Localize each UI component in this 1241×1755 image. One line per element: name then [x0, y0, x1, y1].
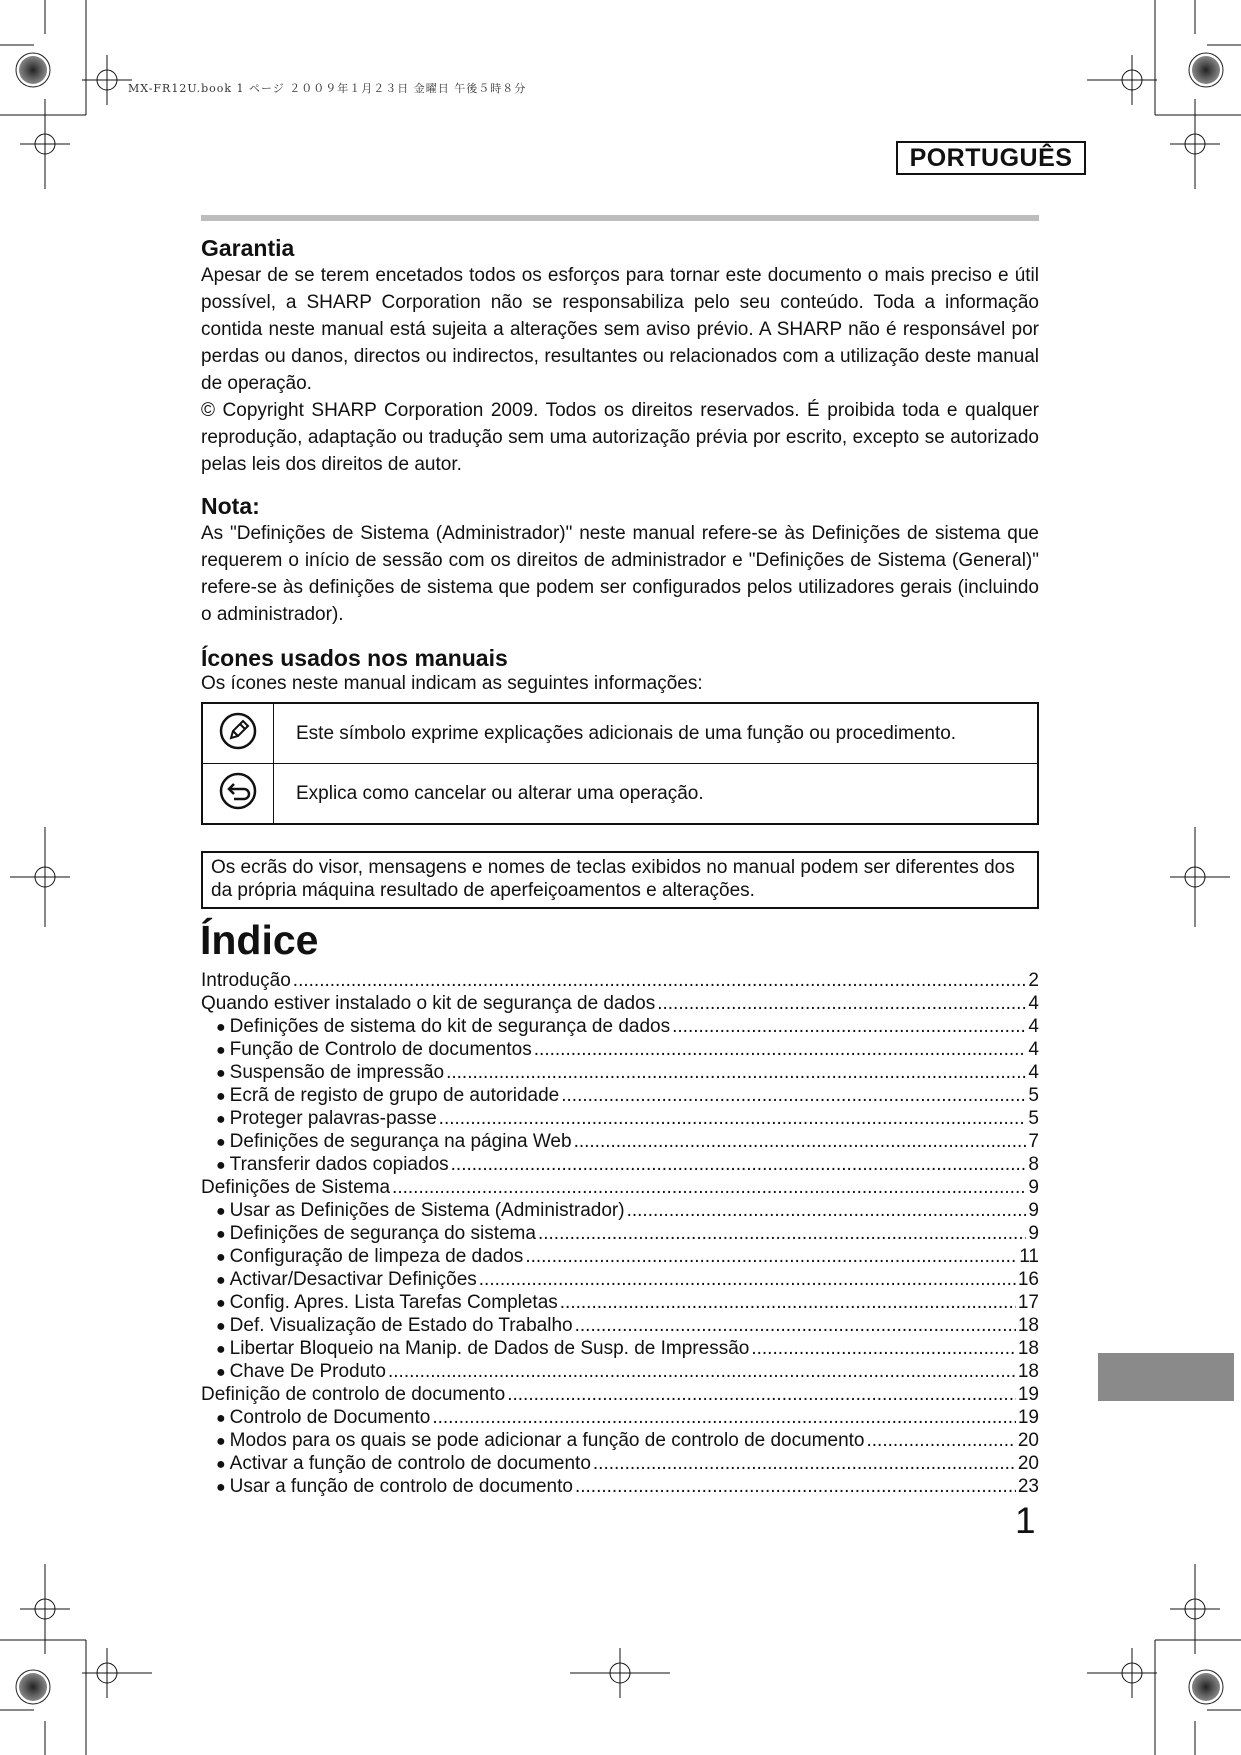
toc-entry-label: Usar a função de controlo de documento	[229, 1476, 573, 1497]
toc-entry-page: 20	[1017, 1453, 1039, 1474]
bullet-icon: ●	[216, 1341, 226, 1358]
toc-entry-page: 4	[1028, 993, 1039, 1014]
toc-entry[interactable]	[201, 1245, 1039, 1268]
toc-leader-dots	[507, 1383, 1016, 1406]
note-paragraph: As "Definições de Sistema (Administrador)" neste manual refere-se às Definições de sistema que requerem o início de sessão com os direitos de administrador e "Definições de Sistema (General)" refere-se às definições de sistema que podem ser configurados pelos utilizadores gerais (incluindo o administrador).	[201, 523, 1039, 625]
toc-entry-page: 19	[1017, 1407, 1039, 1428]
toc-entry[interactable]	[201, 1061, 1039, 1084]
toc-entry[interactable]	[201, 1314, 1039, 1337]
toc-leader-dots	[561, 1084, 1026, 1107]
toc-entry[interactable]	[201, 1153, 1039, 1176]
toc-entry[interactable]	[201, 1452, 1039, 1475]
bullet-icon: ●	[216, 1042, 226, 1059]
icons-table-row	[202, 764, 1038, 825]
toc-leader-dots	[293, 969, 1027, 992]
toc-leader-dots	[866, 1429, 1015, 1452]
toc-leader-dots	[575, 1314, 1016, 1337]
toc-leader-dots	[451, 1153, 1027, 1176]
toc-entry-label: Def. Visualização de Estado do Trabalho	[229, 1315, 573, 1336]
pencil-note-icon	[218, 711, 258, 751]
toc-entry-page: 9	[1028, 1223, 1039, 1244]
icon-description: Este símbolo exprime explicações adicionais de uma função ou procedimento.	[274, 703, 1039, 764]
bullet-icon: ●	[216, 1226, 226, 1243]
toc-leader-dots	[439, 1107, 1027, 1130]
bullet-icon: ●	[216, 1295, 226, 1312]
toc-entry-label: Usar as Definições de Sistema (Administrador)	[229, 1200, 625, 1221]
toc-entry[interactable]	[201, 969, 1039, 992]
icons-section	[201, 644, 1039, 825]
icons-intro: Os ícones neste manual indicam as seguintes informações:	[201, 673, 703, 694]
toc-leader-dots	[388, 1360, 1016, 1383]
toc-entry-label: Controlo de Documento	[229, 1407, 431, 1428]
toc-leader-dots	[479, 1268, 1016, 1291]
toc-entry[interactable]	[201, 1107, 1039, 1130]
toc-entry[interactable]	[201, 1222, 1039, 1245]
toc-entry-label: Ecrã de registo de grupo de autoridade	[229, 1085, 560, 1106]
chapter-tab	[1098, 1353, 1234, 1401]
toc-entry[interactable]	[201, 1383, 1039, 1406]
toc-entry[interactable]	[201, 1268, 1039, 1291]
toc-title: Índice	[200, 917, 319, 963]
bullet-icon: ●	[216, 1088, 226, 1105]
toc-entry-page: 11	[1019, 1246, 1039, 1267]
toc-entry-page: 23	[1017, 1476, 1039, 1497]
undo-arrow-icon	[218, 771, 258, 811]
icon-cell	[202, 764, 274, 825]
toc-entry-label: Modos para os quais se pode adicionar a função de controlo de documento	[229, 1430, 865, 1451]
toc-entry-page: 18	[1017, 1338, 1039, 1359]
toc-leader-dots	[560, 1291, 1016, 1314]
toc-entry[interactable]	[201, 1475, 1039, 1498]
toc-leader-dots	[446, 1061, 1026, 1084]
toc-leader-dots	[538, 1222, 1026, 1245]
bullet-icon: ●	[216, 1364, 226, 1381]
toc-entry-label: Proteger palavras-passe	[229, 1108, 437, 1129]
bullet-icon: ●	[216, 1203, 226, 1220]
toc-entry-label: Definições de segurança na página Web	[229, 1131, 572, 1152]
toc-entry-page: 20	[1017, 1430, 1039, 1451]
toc-entry[interactable]	[201, 1337, 1039, 1360]
warranty-section	[201, 234, 1039, 478]
toc-entry[interactable]	[201, 992, 1039, 1015]
toc-entry-page: 2	[1028, 970, 1039, 991]
language-label: PORTUGUÊS	[896, 141, 1086, 175]
toc-entry-page: 16	[1017, 1269, 1039, 1290]
print-file-info: MX-FR12U.book 1 ページ ２００９年１月２３日 金曜日 午後５時８分	[128, 82, 527, 95]
bullet-icon: ●	[216, 1249, 226, 1266]
bullet-icon: ●	[216, 1065, 226, 1082]
toc-entry-page: 4	[1028, 1039, 1039, 1060]
bullet-icon: ●	[216, 1318, 226, 1335]
toc-entry-label: Activar/Desactivar Definições	[229, 1269, 477, 1290]
toc-entry[interactable]	[201, 1406, 1039, 1429]
toc-entry-page: 5	[1028, 1085, 1039, 1106]
toc-entry-label: Config. Apres. Lista Tarefas Completas	[229, 1292, 558, 1313]
bullet-icon: ●	[216, 1111, 226, 1128]
warranty-heading: Garantia	[201, 235, 295, 261]
toc-entry-page: 5	[1028, 1108, 1039, 1129]
toc-leader-dots	[751, 1337, 1016, 1360]
table-of-contents	[201, 969, 1039, 1498]
bullet-icon: ●	[216, 1479, 226, 1496]
toc-leader-dots	[575, 1475, 1016, 1498]
bullet-icon: ●	[216, 1456, 226, 1473]
icon-description: Explica como cancelar ou alterar uma operação.	[274, 764, 1039, 825]
toc-leader-dots	[627, 1199, 1027, 1222]
toc-entry-label: Definições de segurança do sistema	[229, 1223, 536, 1244]
toc-entry-page: 18	[1017, 1315, 1039, 1336]
toc-entry-label: Introdução	[201, 970, 291, 991]
toc-entry-label: Activar a função de controlo de documento	[229, 1453, 591, 1474]
toc-entry-label: Quando estiver instalado o kit de segurança de dados	[201, 993, 656, 1014]
toc-entry-page: 4	[1028, 1062, 1039, 1083]
toc-leader-dots	[432, 1406, 1016, 1429]
copyright-paragraph: © Copyright SHARP Corporation 2009. Todos os direitos reservados. É proibida toda e qualquer reprodução, adaptação ou tradução sem uma autorização prévia por escrito, excepto se autorizado pelas leis dos direitos de autor.	[201, 400, 1039, 475]
toc-entry[interactable]	[201, 1130, 1039, 1153]
toc-leader-dots	[534, 1038, 1027, 1061]
toc-entry[interactable]	[201, 1038, 1039, 1061]
toc-entry-page: 4	[1028, 1016, 1039, 1037]
icons-table-row	[202, 703, 1038, 764]
notice-box: Os ecrãs do visor, mensagens e nomes de teclas exibidos no manual podem ser diferentes dos da própria máquina resultado de aperfeiçoamentos e alterações.	[201, 851, 1039, 909]
bullet-icon: ●	[216, 1134, 226, 1151]
toc-entry-page: 9	[1028, 1200, 1039, 1221]
note-section	[201, 492, 1039, 628]
toc-leader-dots	[392, 1176, 1026, 1199]
icon-cell	[202, 703, 274, 764]
toc-leader-dots	[657, 992, 1026, 1015]
toc-entry-page: 7	[1028, 1131, 1039, 1152]
toc-entry[interactable]	[201, 1291, 1039, 1314]
toc-entry-label: Suspensão de impressão	[229, 1062, 445, 1083]
toc-entry-label: Libertar Bloqueio na Manip. de Dados de Susp. de Impressão	[229, 1338, 750, 1359]
icons-table	[201, 702, 1039, 825]
toc-entry-label: Transferir dados copiados	[229, 1154, 449, 1175]
toc-entry-page: 8	[1028, 1154, 1039, 1175]
toc-entry-label: Definições de sistema do kit de segurança de dados	[229, 1016, 671, 1037]
main-content	[201, 234, 1039, 1498]
icons-heading: Ícones usados nos manuais	[201, 645, 508, 671]
toc-entry[interactable]	[201, 1015, 1039, 1038]
toc-entry[interactable]	[201, 1360, 1039, 1383]
toc-entry[interactable]	[201, 1084, 1039, 1107]
bullet-icon: ●	[216, 1272, 226, 1289]
toc-entry-page: 18	[1017, 1361, 1039, 1382]
toc-entry-page: 9	[1028, 1177, 1039, 1198]
bullet-icon: ●	[216, 1157, 226, 1174]
toc-entry-label: Chave De Produto	[229, 1361, 386, 1382]
toc-leader-dots	[672, 1015, 1026, 1038]
toc-entry[interactable]	[201, 1429, 1039, 1452]
toc-entry-page: 17	[1017, 1292, 1039, 1313]
toc-entry-label: Configuração de limpeza de dados	[229, 1246, 524, 1267]
toc-entry[interactable]	[201, 1199, 1039, 1222]
note-heading: Nota:	[201, 493, 260, 519]
toc-leader-dots	[593, 1452, 1016, 1475]
toc-leader-dots	[525, 1245, 1017, 1268]
toc-entry-page: 19	[1017, 1384, 1039, 1405]
toc-entry-label: Definição de controlo de documento	[201, 1384, 506, 1405]
toc-entry-label: Função de Controlo de documentos	[229, 1039, 532, 1060]
warranty-paragraph: Apesar de se terem encetados todos os esforços para tornar este documento o mais preciso e útil possível, a SHARP Corporation não se responsabiliza pelo seu conteúdo. Toda a informação contida neste manual está sujeita a alterações sem aviso prévio. A SHARP não é responsável por perdas ou danos, directos ou indirectos, resultantes ou relacionados com a utilização deste manual de operação.	[201, 265, 1039, 394]
bullet-icon: ●	[216, 1433, 226, 1450]
toc-entry-label: Definições de Sistema	[201, 1177, 391, 1198]
toc-leader-dots	[574, 1130, 1027, 1153]
bullet-icon: ●	[216, 1019, 226, 1036]
page-number: 1	[1015, 1500, 1036, 1541]
bullet-icon: ●	[216, 1410, 226, 1427]
section-divider	[201, 215, 1039, 221]
toc-entry[interactable]	[201, 1176, 1039, 1199]
